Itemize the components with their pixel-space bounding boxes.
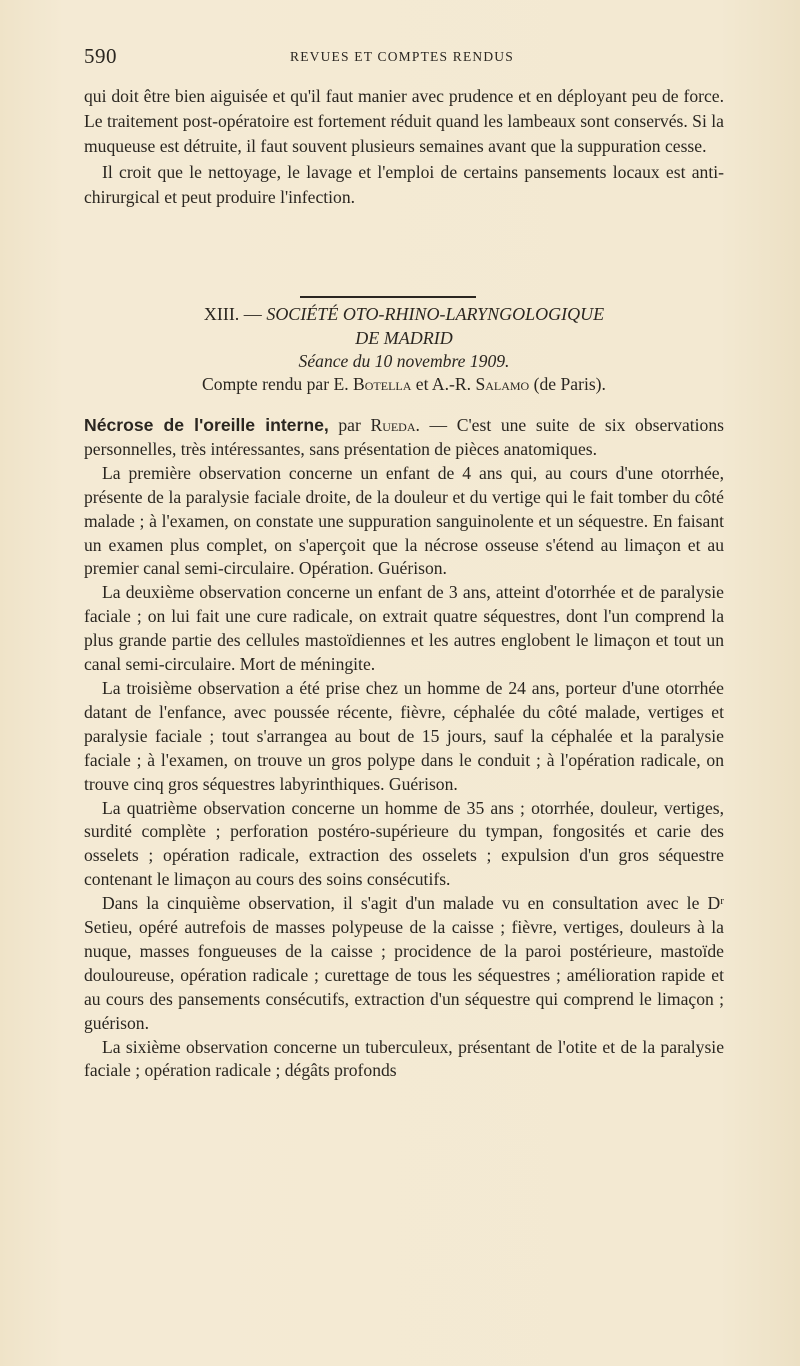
- reporters-line: [84, 374, 724, 395]
- page-header: [84, 44, 724, 74]
- article-author: Rueda: [370, 415, 416, 435]
- section-title: [84, 302, 724, 350]
- article-paragraph: La quatrième observation concerne un homme de 35 ans ; otorrhée, douleur, vertiges, surdité complète ; perforation postéro-supérieure du tympan, fongosités et carie des osselets ; opération radicale, extraction des osselets ; expulsion d'un gros séquestre contenant le limaçon au cours des soins consécutifs.: [84, 797, 724, 890]
- reporters-suffix: (de Paris).: [529, 374, 606, 394]
- running-title: REVUES ET COMPTES RENDUS: [290, 49, 514, 64]
- article-paragraph: La sixième observation concerne un tuberculeux, présentant de l'otite et de la paralysie faciale ; opération radicale ; dégâts profonds: [84, 1036, 724, 1081]
- article-body: [84, 414, 724, 1083]
- article-paragraph: La première observation concerne un enfant de 4 ans qui, au cours d'une otorrhée, présente de la paralysie faciale droite, de la douleur et du vertige qui le fait tomber du côté malade ; à l'examen, on constate une suppuration sanguinolente et un séquestre. En faisant un examen plus complet, on s'aperçoit que la nécrose osseuse s'étend au limaçon et au premier canal semi-circulaire. Opération. Guérison.: [84, 462, 724, 579]
- article-lead: [84, 414, 724, 462]
- article-paragraph: La troisième observation a été prise chez un homme de 24 ans, porteur d'une otorrhée datant de l'enfance, avec poussée récente, fièvre, céphalée du côté malade, vertiges et paralysie faciale ; tout s'arrangea au bout de 15 jours, sauf la céphalée et la paralysie faciale ; à l'examen, on trouve un gros polype dans le conduit ; à l'opération radicale, on trouve cinq gros séquestres labyrinthiques. Guérison.: [84, 677, 724, 794]
- article-paragraph: La deuxième observation concerne un enfant de 3 ans, atteint d'otorrhée et de paralysie faciale ; on lui fait une cure radicale, on extrait quatre séquestres, dont l'un comprend la plus grande partie des cellules mastoïdiennes et les autres englobent le limaçon et tout un canal semi-circulaire. Mort de méningite.: [84, 582, 724, 675]
- intro-text: [84, 84, 724, 210]
- reporter-name: Salamo: [475, 374, 530, 394]
- reporters-prefix: Compte rendu par E.: [202, 374, 354, 394]
- section-number: XIII. —: [203, 304, 262, 324]
- section-title-line2: DE MADRID: [355, 328, 453, 348]
- section-divider: [300, 296, 476, 298]
- reporter-name: Botella: [353, 374, 412, 394]
- article-by: par: [328, 415, 371, 435]
- session-date: Séance du 10 novembre 1909.: [298, 351, 510, 371]
- article-lead-text: . — C'est une suite de six observations personnelles, très intéressantes, sans présentation de pièces anatomiques.: [84, 415, 724, 459]
- page-number: 590: [84, 44, 117, 68]
- intro-paragraph: Il croit que le nettoyage, le lavage et l'emploi de certains pansements locaux est anti-chirurgical et peut produire l'infection.: [84, 161, 724, 207]
- reporters-mid: et A.-R.: [411, 374, 476, 394]
- article-paragraph: Dans la cinquième observation, il s'agit d'un malade vu en consultation avec le Dʳ Setieu, opéré autrefois de masses polypeuse de la caisse ; fièvre, vertiges, douleurs à la nuque, masses fongueuses de la caisse ; procidence de la paroi postérieure, mastoïde douloureuse, opération radicale ; curettage de tous les séquestres ; amélioration rapide et au cours des pansements consécutifs, extraction d'un séquestre qui comprend le limaçon ; guérison.: [84, 893, 724, 1033]
- intro-paragraph: qui doit être bien aiguisée et qu'il faut manier avec prudence et en déployant peu de force. Le traitement post-opératoire est fortement réduit quand les lambeaux sont conservés. Si la muqueuse est détruite, il faut souvent plusieurs semaines avant que la suppuration cesse.: [84, 86, 724, 157]
- section-title-line1: SOCIÉTÉ OTO-RHINO-LARYNGOLOGIQUE: [266, 304, 605, 324]
- article-heading: Nécrose de l'oreille interne,: [84, 415, 329, 435]
